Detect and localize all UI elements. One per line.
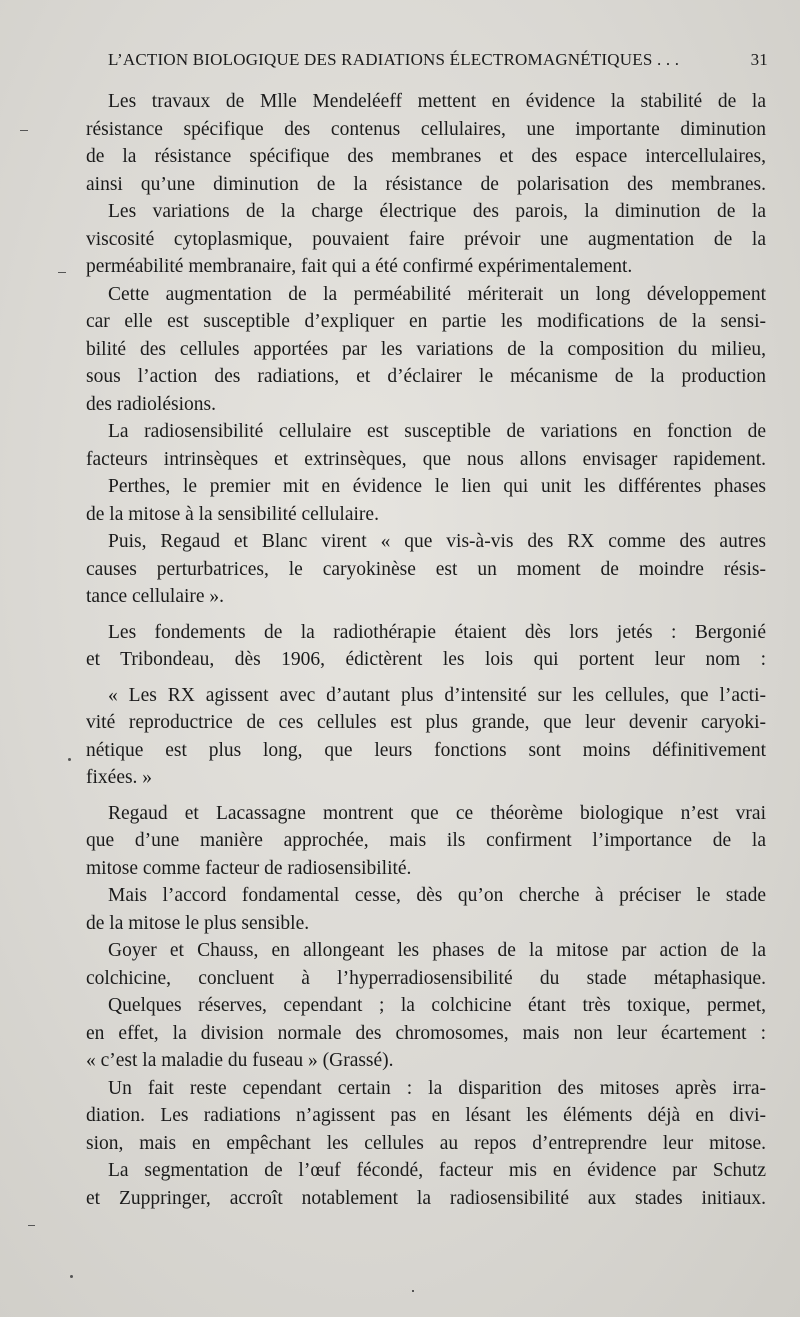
text-line: Les variations de la charge électrique des parois, la diminution de la (108, 201, 766, 222)
text-line: et Tribondeau, dès 1906, édictèrent les lois qui portent leur nom : (86, 649, 766, 670)
text-line: perméabilité membranaire, fait qui a été confirmé expérimentalement. (86, 256, 633, 277)
text-line: viscosité cytoplasmique, pouvaient faire prévoir une augmentation de la (86, 228, 766, 250)
text-line: La segmentation de l’œuf fécondé, facteur mis en évidence par Schutz (108, 1160, 766, 1181)
margin-dash (28, 1225, 35, 1226)
text-line: des radiolésions. (86, 393, 216, 415)
text-line: Cette augmentation de la perméabilité mériterait un long développement (108, 283, 766, 305)
text-line: tance cellulaire ». (86, 586, 225, 607)
text-line: de la mitose le plus sensible. (86, 912, 310, 934)
text-line: sion, mais en empêchant les cellules au repos d’entreprendre leur mitose. (86, 1132, 766, 1154)
margin-dash (20, 130, 28, 131)
speck (412, 1290, 414, 1292)
margin-dot (70, 1275, 73, 1278)
text-line: résistance spécifique des contenus cellulaires, une importante diminution (86, 118, 766, 140)
text-line: Quelques réserves, cependant ; la colchicine étant très toxique, permet, (108, 995, 766, 1016)
text-line: La radiosensibilité cellulaire est susceptible de variations en fonction de (108, 421, 766, 442)
text-line: Regaud et Lacassagne montrent que ce théorème biologique n’est vrai (108, 802, 766, 824)
text-line: colchicine, concluent à l’hyperradiosensibilité du stade métaphasique. (86, 967, 766, 989)
text-line: bilité des cellules apportées par les variations de la composition du milieu, (86, 338, 766, 360)
text-line: de la mitose à la sensibilité cellulaire. (86, 503, 379, 525)
text-line: Puis, Regaud et Blanc virent « que vis-à-vis des RX comme des autres (108, 531, 766, 552)
text-line: Les fondements de la radiothérapie étaient dès lors jetés : Bergonié (108, 621, 766, 643)
text-line: sous l’action des radiations, et d’éclairer le mécanisme de la production (86, 366, 766, 387)
text-line: facteurs intrinsèques et extrinsèques, que nous allons envisager rapidement. (86, 448, 766, 470)
page-number: 31 (750, 50, 768, 69)
text-line: Un fait reste cependant certain : la disparition des mitoses après irra- (108, 1077, 766, 1099)
text-line: ainsi qu’une diminution de la résistance de polarisation des membranes. (86, 173, 766, 195)
header-title: L’ACTION BIOLOGIQUE DES RADIATIONS ÉLECTROMAGNÉTIQUES . . . (108, 50, 680, 69)
text-line: « c’est la maladie du fuseau » (Grassé). (86, 1050, 394, 1071)
running-header (108, 50, 768, 74)
text-line: de la résistance spécifique des membranes et des espace intercellulaires, (86, 146, 766, 167)
margin-dash (58, 272, 66, 273)
body-text (86, 88, 766, 1212)
text-line: car elle est susceptible d’expliquer en partie les modifications de la sensi- (86, 311, 766, 332)
text-line: en effet, la division normale des chromosomes, mais non leur écartement : (86, 1022, 766, 1044)
quote-line: nétique est plus long, que leurs fonctions sont moins définitivement (86, 739, 766, 761)
text-line: Goyer et Chauss, en allongeant les phases de la mitose par action de la (108, 940, 766, 961)
text-line: diation. Les radiations n’agissent pas en lésant les éléments déjà en divi- (86, 1105, 766, 1126)
quote-line: vité reproductrice de ces cellules est plus grande, que leur devenir caryoki- (86, 712, 766, 733)
text-line: causes perturbatrices, le caryokinèse est un moment de moindre résis- (86, 558, 766, 580)
text-line: que d’une manière approchée, mais ils confirment l’importance de la (86, 830, 766, 851)
text-line: mitose comme facteur de radiosensibilité. (86, 857, 412, 879)
text-line: Les travaux de Mlle Mendeléeff mettent en évidence la stabilité de la (108, 91, 766, 112)
text-line: et Zuppringer, accroît notablement la radiosensibilité aux stades initiaux. (86, 1187, 766, 1209)
margin-dot (68, 758, 71, 761)
quote-line: « Les RX agissent avec d’autant plus d’intensité sur les cellules, que l’acti- (108, 684, 766, 706)
quote-line: fixées. » (86, 767, 153, 788)
text-line: Perthes, le premier mit en évidence le lien qui unit les différentes phases (108, 476, 766, 497)
text-line: Mais l’accord fondamental cesse, dès qu’on cherche à préciser le stade (108, 885, 766, 906)
